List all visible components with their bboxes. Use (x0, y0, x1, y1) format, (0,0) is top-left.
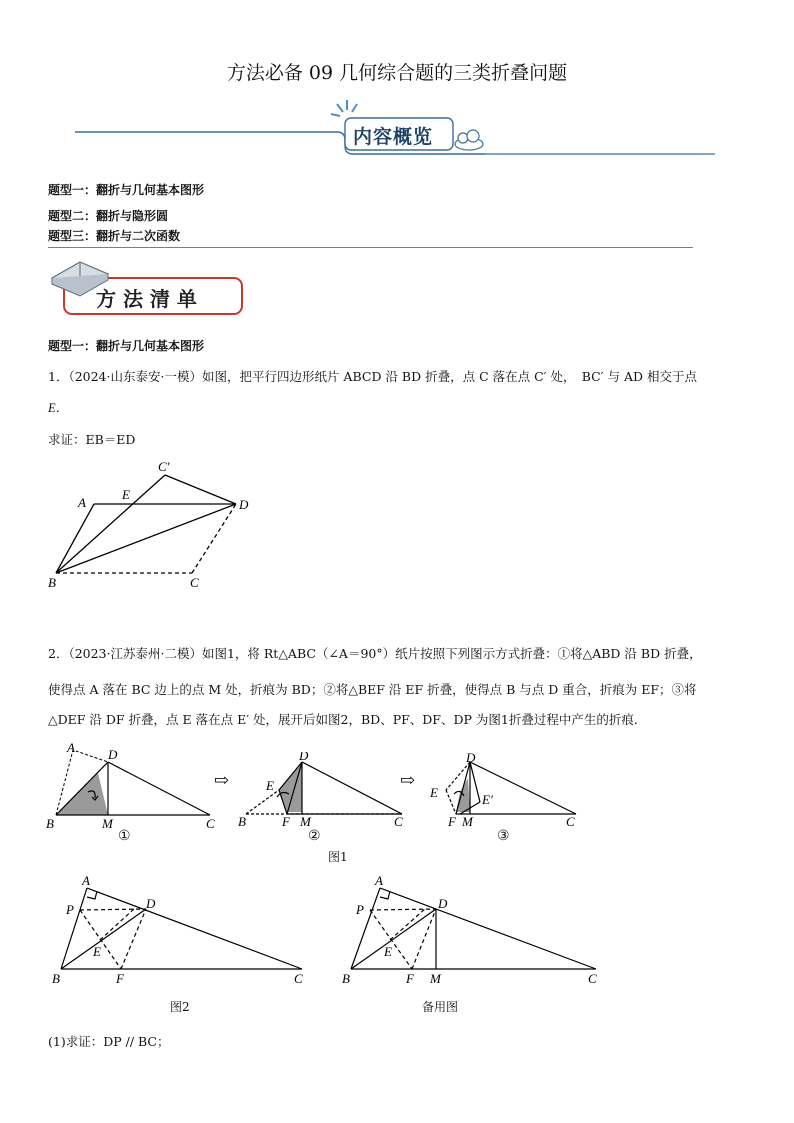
fig2-label-A: A (82, 873, 90, 888)
q1-segment-CD (192, 504, 236, 573)
overview-item: 题型三：翻折与二次函数 (48, 229, 181, 243)
method-banner-text: 方 法 清 单 (96, 287, 197, 311)
f3-label-D: D (466, 752, 476, 765)
spare-label-C: C (588, 971, 597, 986)
f3-label-C: C (566, 814, 575, 829)
method-banner (46, 256, 246, 318)
f2-label-F: F (282, 814, 290, 829)
fig2-label-E: E (93, 944, 101, 959)
f3-label-F: F (448, 814, 456, 829)
overview-item: 题型二：翻折与隐形圆 (48, 209, 169, 223)
fig2-label-C: C (294, 971, 303, 986)
section-heading: 题型一：翻折与几何基本图形 (48, 339, 205, 353)
spare-label-P: P (356, 902, 364, 917)
q1-label-D: D (239, 497, 249, 512)
f2-label-D: D (299, 752, 309, 763)
arrow-icon: ⇨ (400, 770, 416, 791)
f3-label-M: M (462, 814, 473, 829)
overview-banner-text: 内容概览 (353, 126, 434, 148)
q2-fig1-step1 (40, 742, 220, 832)
q1-line1: 1．（2024·山东泰安·一模）如图，把平行四边形纸片 ABCD 沿 BD 折叠，点 C 落在点 C′ 处， BC′ 与 AD 相交于点 (48, 369, 697, 384)
page-title: 方法必备 09 几何综合题的三类折叠问题 (226, 62, 568, 84)
fig1-caption: 图1 (328, 850, 348, 864)
q1-label-E: E (122, 487, 130, 502)
f1-label-D: D (108, 747, 118, 762)
q2-fig2 (40, 870, 320, 990)
q1-segment-BCp (56, 475, 165, 573)
q1-segment-BD (56, 504, 236, 573)
q1-line2: E． (48, 401, 69, 415)
f2-label-E: E (266, 778, 274, 793)
fig2-caption: 图2 (170, 1000, 190, 1014)
spare-label-M: M (430, 971, 441, 986)
q2-fig1-step3 (424, 752, 584, 832)
f2-label-B: B (238, 814, 246, 829)
f1-label-M: M (102, 816, 113, 831)
overview-divider (48, 247, 693, 248)
q2-fig1-step2 (232, 752, 412, 832)
q1-label-A: A (78, 495, 86, 510)
f1-label-B: B (46, 816, 54, 831)
f3-label-Ep: E′ (482, 792, 493, 807)
spare-label-D: D (438, 896, 448, 911)
sparkle-icon (331, 100, 357, 116)
q1-label-B: B (48, 575, 56, 590)
overview-item: 题型一：翻折与几何基本图形 (48, 183, 205, 197)
q2-spare-figure (334, 870, 614, 990)
q1-segment-CpD (165, 475, 236, 504)
arrow-icon: ⇨ (214, 770, 230, 791)
cloud-icon (455, 130, 483, 150)
f2-label-M: M (300, 814, 311, 829)
step-label-1: ① (118, 828, 131, 844)
fig2-label-B: B (52, 971, 60, 986)
q2-line1: 2．（2023·江苏泰州·二模）如图1，将 Rt△ABC（∠A＝90°）纸片按照下列图示方式折叠：①将△ABD 沿 BD 折叠， (48, 646, 702, 661)
step-label-3: ③ (497, 828, 510, 844)
fig2-label-P: P (66, 902, 74, 917)
q1-prove: 求证：EB＝ED (48, 432, 136, 447)
spare-label-F: F (406, 971, 414, 986)
q1-figure (40, 455, 270, 595)
q1-label-C: C (190, 575, 199, 590)
q1-label-Cp: C′ (158, 459, 170, 474)
f1-label-C: C (206, 816, 215, 831)
q2-part1: (1)求证：DP // BC； (48, 1034, 170, 1049)
q2-line3: △DEF 沿 DF 折叠，点 E 落在点 E′ 处，展开后如图2，BD、PF、DF、DP 为图1折叠过程中产生的折痕． (48, 712, 647, 727)
spare-caption: 备用图 (422, 1000, 459, 1014)
fig2-label-D: D (146, 896, 156, 911)
fig2-label-F: F (116, 971, 124, 986)
spare-label-E: E (384, 944, 392, 959)
f3-label-E: E (430, 785, 438, 800)
q2-line2: 使得点 A 落在 BC 边上的点 M 处，折痕为 BD；②将△BEF 沿 EF 折叠，使得点 B 与点 D 重合，折痕为 EF；③将 (48, 682, 697, 697)
f1-label-A: A (67, 742, 75, 755)
spare-label-B: B (342, 971, 350, 986)
q1-segment-AB (56, 504, 94, 573)
overview-banner (75, 100, 715, 156)
spare-label-A: A (375, 873, 383, 888)
step-label-2: ② (308, 828, 321, 844)
f2-label-C: C (394, 814, 403, 829)
